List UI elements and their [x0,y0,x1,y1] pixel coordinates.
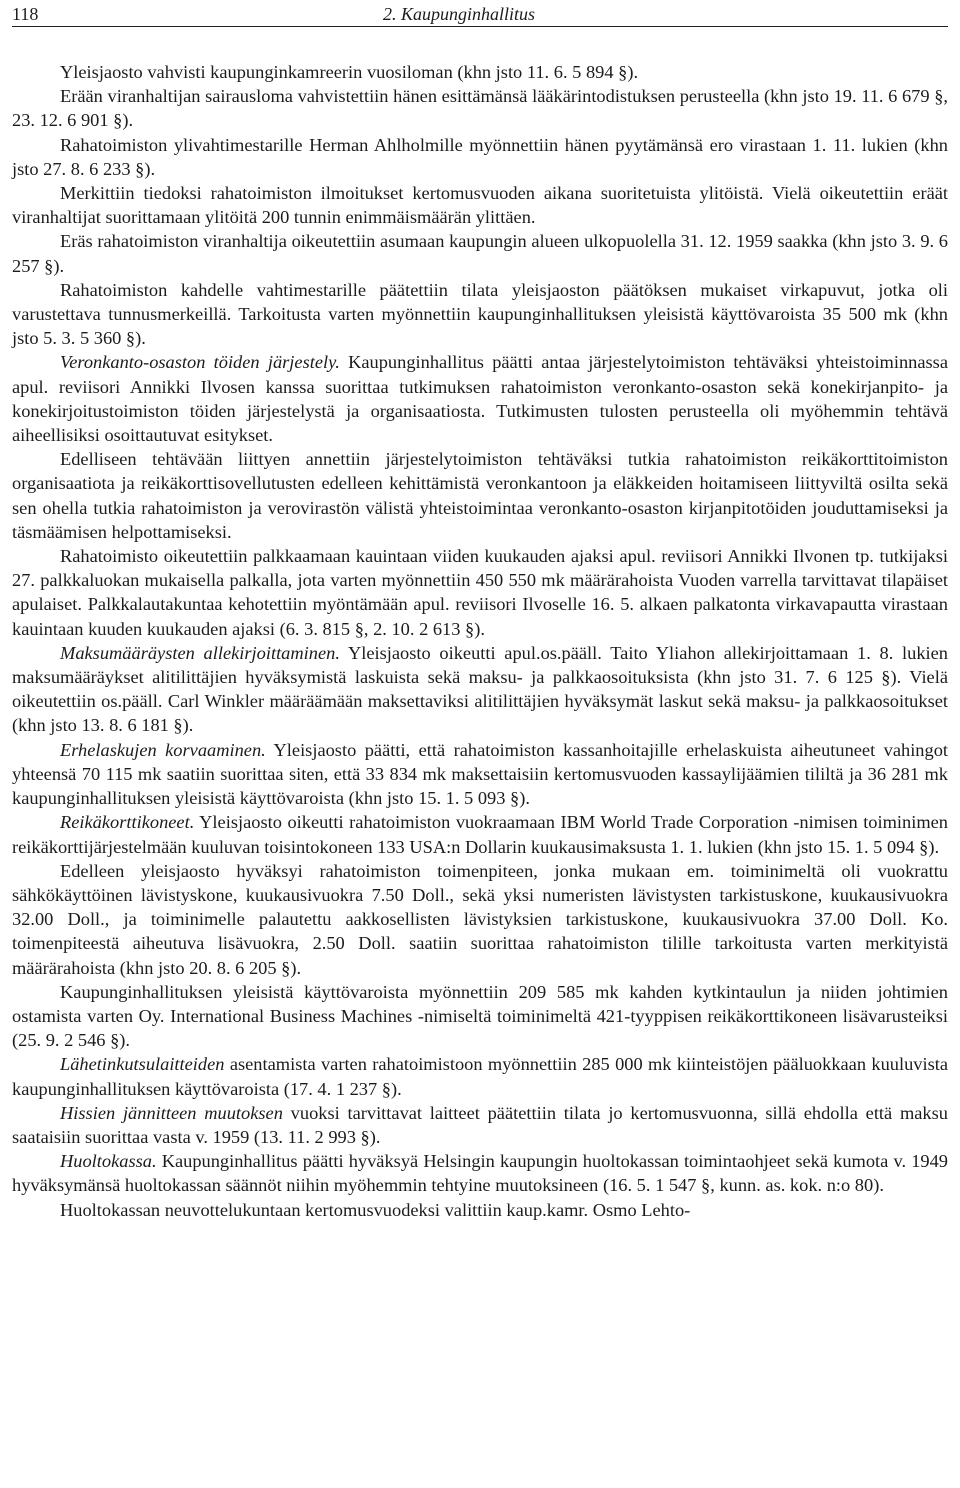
paragraph-heading: Huoltokassa. [60,1151,157,1172]
paragraph-heading: Veronkanto-osaston töiden järjestely. [60,352,340,373]
paragraph-text: Rahatoimiston kahdelle vahtimestarille päätettiin tilata yleisjaoston päätöksen mukaiset virkapuvut, jotka oli varustettava tunnusmerkeillä. Tarkoitusta varten myönnettiin kaupunginhallituksen yleisistä käyttövaroista 35 500 mk (khn jsto 5. 3. 5 360 §). [12,279,948,349]
paragraph-text: vuoksi tarvittavat laitteet päätettiin tilata jo kertomusvuonna, sillä ehdolla että maksu saataisiin suorittaa vasta v. 1959 (13. 11. 2 993 §). [12,1102,948,1147]
paragraph-text: Kaupunginhallitus päätti hyväksyä Helsingin kaupungin huoltokassan toimintaohjeet sekä kumota v. 1949 hyväksymänsä huoltokassan säännöt niihin myöhemmin tehtyine muutoksineen (16. 5. 1 547 §, kunn. as. kok. n:o 80). [12,1151,948,1196]
paragraph-text: Edelliseen tehtävään liittyen annettiin järjestelytoimiston tehtäväksi tutkia rahatoimiston reikäkorttitoimiston organisaatiota ja reikäkorttisovellutusten edelleen kehittämistä veronkantoon ja eläkkeiden hoitamiseen liittyviltä osilta sekä sen ohella tutkia rahatoimiston ja verovirastön välistä yhteistoimintaa veronkanto-osaston kirjanpitotöiden jouduttamiseksi ja täsmäämisen helpottamiseksi. [12,449,948,542]
page-header [12,4,948,27]
paragraph-text: Eräs rahatoimiston viranhaltija oikeutettiin asumaan kaupungin alueen ulkopuolella 31. 12. 1959 saakka (khn jsto 3. 9. 6 257 §). [12,231,948,276]
paragraph-text: Erään viranhaltijan sairausloma vahvistettiin hänen esittämänsä lääkärintodistuksen perusteella (khn jsto 19. 11. 6 679 §, 23. 12. 6 901 §). [12,86,948,131]
paragraph [12,447,948,544]
paragraph-heading: Erhelaskujen korvaaminen. [60,739,266,760]
paragraph [12,1149,948,1197]
paragraph [12,84,948,132]
body-text [12,60,948,1222]
paragraph [12,229,948,277]
paragraph-heading: Hissien jännitteen muutoksen [60,1102,283,1123]
paragraph-text: Yleisjaosto oikeutti rahatoimiston vuokraamaan IBM World Trade Corporation -nimisen toiminimen reikäkorttijärjestelmään kuuluvan toisintokoneen 133 USA:n Dollarin kuukausimaksusta 1. 1. lukien (khn jsto 15. 1. 5 094 §). [12,812,948,857]
paragraph-text: Yleisjaosto päätti, että rahatoimiston kassanhoitajille erhelaskuista aiheutuneet vahingot yhteensä 70 115 mk saatiin suorittaa siten, että 33 834 mk maksettaisiin kertomusvuoden kassaylijäämien tililtä ja 36 281 mk kaupunginhallituksen yleisistä käyttövaroista (khn jsto 15. 1. 5 093 §). [12,739,948,809]
page-number: 118 [12,4,39,24]
paragraph [12,1101,948,1149]
paragraph-text: Rahatoimisto oikeutettiin palkkaamaan kauintaan viiden kuukauden ajaksi apul. reviisori Annikki Ilvonen tp. tutkijaksi 27. palkkaluokan mukaisella palkalla, jota varten myönnettiin 450 550 mk määrärahoista Vuoden varrella tarvittavat tilapäiset apulaiset. Palkkalautakuntaa kehotettiin myöntämään apul. reviisori Ilvoselle 16. 5. alkaen palkatonta virkavapautta virastaan kauintaan kuuden kuukauden ajaksi (6. 3. 815 §, 2. 10. 2 613 §). [12,546,948,639]
paragraph [12,1052,948,1100]
running-title: 2. Kaupunginhallitus [383,4,536,24]
paragraph [12,641,948,738]
paragraph-text: Edelleen yleisjaosto hyväksyi rahatoimiston toimenpiteen, jonka mukaan em. toiminimeltä oli vuokrattu sähkökäyttöinen lävistyskone, kuukausivuokra 7.50 Doll., sekä yksi numeristen lävistysten tarkistuskone, kuukausivuokra 32.00 Doll., ja toiminimelle palautettu aakkosellisten lävistyksien tarkistuskone, kuukausivuokra 37.00 Doll. Ko. toimenpiteestä aiheutuva lisävuokra, 2.50 Doll. saatiin suorittaa rahatoimiston tilille tarkoitusta varten merkityistä määrärahoista (khn jsto 20. 8. 6 205 §). [12,860,948,978]
paragraph [12,738,948,811]
paragraph-text: Yleisjaosto oikeutti apul.os.pääll. Taito Yliahon allekirjoittamaan 1. 8. lukien maksumääräykset alitilittäjien hyväksymistä laskuista sekä maksu- ja palkkaosoituksista (khn jsto 31. 7. 6 125 §). Vielä oikeutettiin os.pääll. Carl Winkler määräämään maksettaviksi alitilittäjien hyväksymät laskut sekä maksu- ja palkkaosoitukset (khn jsto 13. 8. 6 181 §). [12,642,948,736]
paragraph-text: asentamista varten rahatoimistoon myönnettiin 285 000 mk kiinteistöjen pääluokkaan kuuluvista kaupunginhallituksen käyttövaroista (17. 4. 1 237 §). [12,1054,948,1099]
paragraph [12,181,948,229]
paragraph [12,980,948,1053]
paragraph-text: Rahatoimiston ylivahtimestarille Herman Ahlholmille myönnettiin hänen pyytämänsä ero virastaan 1. 11. lukien (khn jsto 27. 8. 6 233 §). [12,134,948,179]
paragraph [12,350,948,447]
paragraph-text: Yleisjaosto vahvisti kaupunginkamreerin vuosiloman (khn jsto 11. 6. 5 894 §). [60,62,639,82]
paragraph [12,544,948,641]
paragraph-text: Kaupunginhallituksen yleisistä käyttövaroista myönnettiin 209 585 mk kahden kytkintaulun ja niiden johtimien ostamista varten Oy. International Business Machines -nimiseltä toiminimeltä 421-tyyppisen reikäkorttikoneen lisävarusteiksi (25. 9. 2 546 §). [12,981,948,1051]
paragraph-heading: Maksumääräysten allekirjoittaminen. [60,642,340,663]
paragraph-heading: Reikäkorttikoneet. [60,812,195,833]
paragraph [12,810,948,858]
paragraph-text: Huoltokassan neuvottelukuntaan kertomusvuodeksi valittiin kaup.kamr. Osmo Lehto- [60,1199,691,1220]
paragraph-text: Merkittiin tiedoksi rahatoimiston ilmoitukset kertomusvuoden aikana suoritetuista ylitöistä. Vielä oikeutettiin eräät viranhaltijat suorittamaan ylitöitä 200 tunnin enimmäismäärän ylittäen. [12,183,948,228]
paragraph-text: Kaupunginhallitus päätti antaa järjestelytoimiston tehtäväksi yhteistoiminnassa apul. reviisori Annikki Ilvosen kanssa suorittaa tutkimuksen rahatoimiston veronkanto-osaston sekä konekirjanpito- ja konekirjoitustoimiston töiden järjestelystä ja organisaatiosta. Tutkimusten tulosten perusteella oli myöhemmin tehtävä aiheellisiksi osoittautuvat esitykset. [12,352,948,446]
paragraph [12,859,948,980]
paragraph [12,133,948,181]
paragraph [12,60,948,84]
paragraph-heading: Lähetinkutsulaitteiden [60,1054,225,1075]
paragraph [12,1198,948,1222]
paragraph [12,278,948,351]
